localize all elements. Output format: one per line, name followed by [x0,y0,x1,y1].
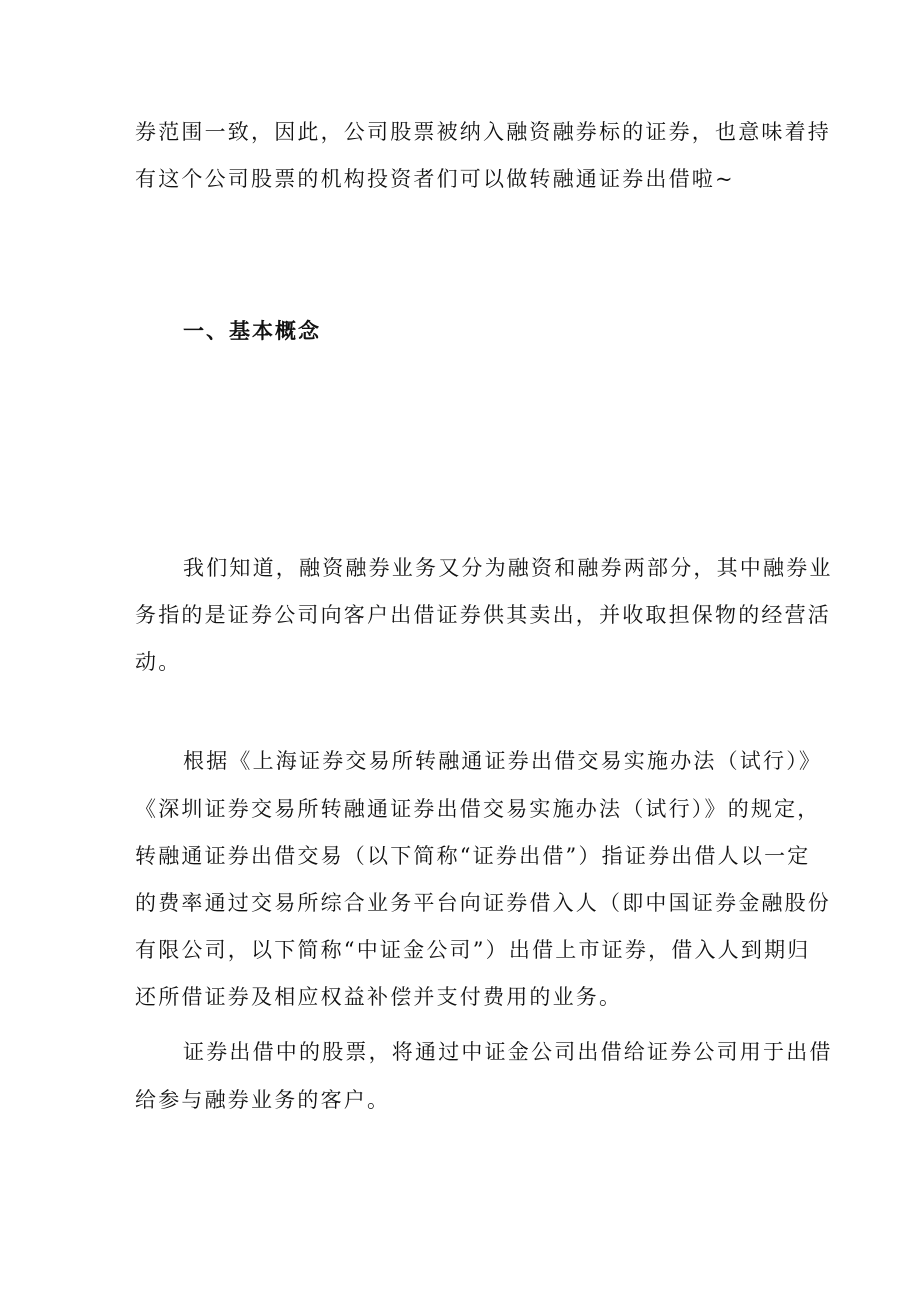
paragraph1-line-2: 务指的是证券公司向客户出借证券供其卖出，并收取担保物的经营活 [135,603,831,627]
paragraph3-line-2: 给参与融券业务的客户。 [135,1088,391,1112]
paragraph2-line-6: 还所借证券及相应权益补偿并支付费用的业务。 [135,985,623,1009]
section-heading: 一、基本概念 [183,318,321,343]
paragraph2-line-1: 根据《上海证券交易所转融通证券出借交易实施办法（试行）》 [183,749,823,773]
paragraph1-line-3: 动。 [135,650,182,674]
paragraph2-line-5: 有限公司，以下简称“中证金公司”）出借上市证券，借入人到期归 [135,938,811,962]
paragraph2-line-3: 转融通证券出借交易（以下简称“证券出借”）指证券出借人以一定 [135,844,811,868]
intro-line-1: 券范围一致，因此，公司股票被纳入融资融券标的证券，也意味着持 [135,120,831,144]
paragraph3-line-1: 证券出借中的股票，将通过中证金公司出借给证券公司用于出借 [183,1040,833,1064]
paragraph2-line-4: 的费率通过交易所综合业务平台向证券借入人（即中国证券金融股份 [135,891,831,915]
paragraph2-line-2: 《深圳证券交易所转融通证券出借交易实施办法（试行）》的规定， [135,797,821,821]
intro-line-2: 有这个公司股票的机构投资者们可以做转融通证券出借啦~ [135,167,735,191]
paragraph1-line-1: 我们知道，融资融券业务又分为融资和融券两部分，其中融券业 [183,556,833,580]
